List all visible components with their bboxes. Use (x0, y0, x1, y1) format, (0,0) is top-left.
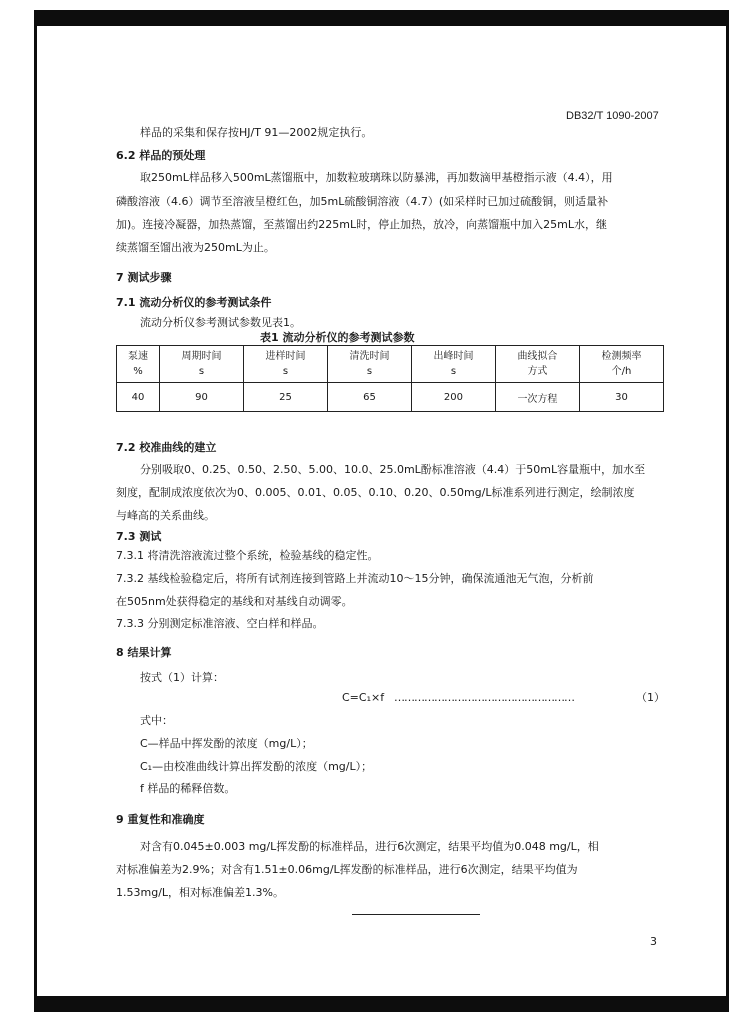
header-cell: 检测频率 个/h (579, 346, 663, 383)
formula-leader-dots: ……………………………………………… (394, 691, 574, 704)
scan-border-top (34, 10, 728, 26)
table-cell: 200 (411, 383, 495, 412)
header-cell: 曲线拟合 方式 (495, 346, 579, 383)
end-rule (352, 914, 480, 915)
table-row (117, 383, 664, 412)
section-7-2-heading: 7.2 校准曲线的建立 (116, 441, 217, 454)
section-6-2-heading: 6.2 样品的预处理 (116, 149, 206, 162)
table-cell: 一次方程 (495, 383, 579, 412)
section-7-3-heading: 7.3 测试 (116, 530, 162, 543)
section-7-3-1: 7.3.1 将清洗溶液流过整个系统，检验基线的稳定性。 (116, 549, 379, 562)
standard-number: DB32/T 1090-2007 (566, 110, 659, 122)
section-6-2-line-3: 加)。连接冷凝器，加热蒸馏，至蒸馏出约225mL时，停止加热，放冷，向蒸馏瓶中加入25mL水，继 (116, 218, 607, 231)
header-cell: 清洗时间 s (327, 346, 411, 383)
page-number: 3 (650, 935, 657, 948)
section-9-line-3: 1.53mg/L，相对标准偏差1.3%。 (116, 886, 284, 899)
header-cell: 泵速 % (117, 346, 160, 383)
definition-f: f 样品的稀释倍数。 (140, 782, 236, 795)
section-6-2-line-2: 磷酸溶液（4.6）调节至溶液呈橙红色，加5mL硫酸铜溶液（4.7）(如采样时已加过硫酸铜，则适量补 (116, 195, 609, 208)
header-cell: 出峰时间 s (411, 346, 495, 383)
section-8-line-1: 按式（1）计算： (140, 671, 224, 684)
sampling-text: 样品的采集和保存按HJ/T 91—2002规定执行。 (140, 126, 373, 139)
table-1 (116, 345, 664, 412)
section-7-2-line-2: 刻度，配制成浓度依次为0、0.005、0.01、0.05、0.10、0.20、0.50mg/L标准系列进行测定，绘制浓度 (116, 486, 635, 499)
table-cell: 30 (579, 383, 663, 412)
table-cell: 65 (327, 383, 411, 412)
table-cell: 25 (244, 383, 328, 412)
definition-c1: C₁—由校准曲线计算出挥发酚的浓度（mg/L）； (140, 760, 373, 773)
section-9-line-2: 对标准偏差为2.9%；对含有1.51±0.06mg/L挥发酚的标准样品，进行6次测定，结果平均值为 (116, 863, 578, 876)
section-7-3-2-line-2: 在505nm处获得稳定的基线和对基线自动调零。 (116, 595, 353, 608)
scan-border-bottom (34, 996, 728, 1012)
section-7-1-line-1: 流动分析仪参考测试参数见表1。 (140, 316, 301, 329)
section-9-heading: 9 重复性和准确度 (116, 813, 205, 826)
table-1-caption: 表1 流动分析仪的参考测试参数 (260, 331, 415, 344)
section-6-2-line-4: 续蒸馏至馏出液为250mL为止。 (116, 241, 275, 254)
section-7-heading: 7 测试步骤 (116, 271, 172, 284)
scan-border-left (34, 10, 37, 1012)
section-7-1-heading: 7.1 流动分析仪的参考测试条件 (116, 296, 272, 309)
header-cell: 周期时间 s (160, 346, 244, 383)
section-6-2-line-1: 取250mL样品移入500mL蒸馏瓶中，加数粒玻璃珠以防暴沸，再加数滴甲基橙指示液（4.4），用 (140, 171, 613, 184)
section-7-2-line-3: 与峰高的关系曲线。 (116, 509, 215, 522)
table-cell: 90 (160, 383, 244, 412)
section-9-line-1: 对含有0.045±0.003 mg/L挥发酚的标准样品，进行6次测定，结果平均值为0.048 mg/L，相 (140, 840, 599, 853)
formula-number: （1） (636, 691, 665, 704)
table-cell: 40 (117, 383, 160, 412)
where-label: 式中： (140, 714, 173, 727)
formula: C=C₁×f (342, 691, 385, 704)
section-7-3-3: 7.3.3 分别测定标准溶液、空白样和样品。 (116, 617, 324, 630)
section-7-2-line-1: 分别吸取0、0.25、0.50、2.50、5.00、10.0、25.0mL酚标准溶液（4.4）于50mL容量瓶中，加水至 (140, 463, 646, 476)
table-header-row (117, 346, 664, 383)
header-cell: 进样时间 s (244, 346, 328, 383)
section-7-3-2-line-1: 7.3.2 基线检验稳定后，将所有试剂连接到管路上并流动10～15分钟，确保流通池无气泡，分析前 (116, 572, 594, 585)
definition-c: C—样品中挥发酚的浓度（mg/L）； (140, 737, 313, 750)
scan-border-right (726, 10, 729, 1012)
section-8-heading: 8 结果计算 (116, 646, 172, 659)
